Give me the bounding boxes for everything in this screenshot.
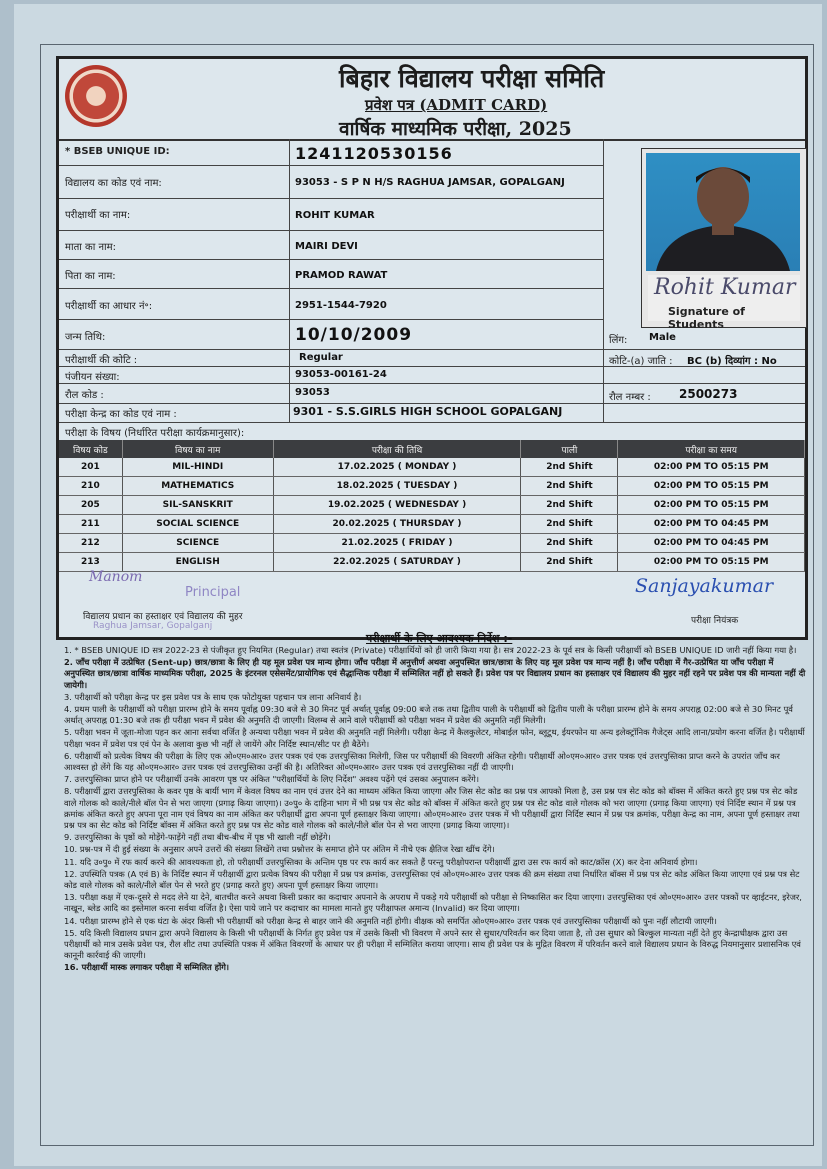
instruction-item: 4. प्रथम पाली के परीक्षार्थी को परीक्षा प्रारम्भ होने के समय पूर्वाह्न 09:30 बजे से 30 मिनट पूर्व अर्थात् पूर्वाह्न 09:00 बजे तक तथा द्वितीय पाली के परीक्षार्थी को द्वितीय पाली के परीक्षा प्रारम्भ होने के समय अपराह्न 02:00 बजे से 30 मिनट पूर्व अर्थात् अपराह्न 01:30 बजे तक ही परीक्षा भवन में प्रवेश की अनुमति दी जाएगी। विलम्ब से आने वाले परीक्षार्थी को परीक्षा भवन में प्रवेश की अनुमति नहीं मिलेगी। <box>64 704 793 726</box>
table-cell: 210 <box>59 477 122 496</box>
dob-label: जन्म तिथि: <box>65 332 106 343</box>
aadhaar-value: 2951-1544-7920 <box>295 300 387 311</box>
principal-signature-label: विद्यालय प्रधान का हस्ताक्षर एवं विद्यालय की मुहर <box>83 612 243 622</box>
table-cell: MATHEMATICS <box>122 477 273 496</box>
table-cell: 201 <box>59 458 122 477</box>
instruction-item: 8. परीक्षार्थी द्वारा उत्तरपुस्तिका के कवर पृष्ठ के बायीं भाग में केवल विषय का नाम एवं उत्तर देने का माध्यम अंकित किया जाएगा और जिस सेट कोड का प्रश्न पत्र आपको मिला है, उस प्रश्न पत्र सेट कोड को बॉक्स में अंकित करते हुए प्रश्न पत्र सेट कोड वाले गोलक को काले/नीले बॉल पेन से भरा जाएगा (प्रगाढ़ किया जाएगा)। उ०पु० के दाहिना भाग में भी प्रश्न पत्र सेट कोड को बॉक्स में अंकित करते हुए प्रश्न पत्र सेट कोड वाले गोलक को भरा जाएगा (प्रगाढ़ किया जाएगा) एवं निर्दिष्ट स्थान में प्रश्न पत्र क्रमांक अंकित करते हुए अपना पूरा नाम एवं विषय का नाम अंकित कर परीक्षार्थी द्वारा अपना पूर्ण हस्ताक्षर किया जाएगा। ओ०एम०आर० उत्तर पत्रक में भी परीक्षार्थी द्वारा निर्दिष्ट स्थान में प्रश्न पत्र क्रमांक, परीक्षा केन्द्र का नाम, अपना पूर्ण हस्ताक्षर तथा प्रश्न पत्र का सेट कोड को निर्दिष्ट बॉक्स में अंकित करते हुए प्रश्न पत्र सेट कोड वाले गोलक को काले/नीले बॉल पेन से भरा जाएगा (प्रगाढ़ किया जाएगा)। <box>64 786 800 831</box>
category-label: परीक्षार्थी की कोटि : <box>65 355 138 366</box>
gender-value: Male <box>649 332 676 343</box>
exam-name: वार्षिक माध्यमिक परीक्षा, 2025 <box>339 118 572 140</box>
candidate-name-value: ROHIT KUMAR <box>295 210 375 221</box>
table-cell: SIL-SANSKRIT <box>122 496 273 515</box>
category-value: Regular <box>299 352 343 363</box>
instruction-item: 2. जाँच परीक्षा में उत्प्रेषित (Sent-up) छात्र/छात्रा के लिए ही यह मूल प्रवेश पत्र मान्य होगा। जाँच परीक्षा में अनुत्तीर्ण अथवा अनुपस्थित छात्र/छात्रा के लिए यह मूल प्रवेश पत्र मान्य नहीं है। जाँच परीक्षा में गैर-उत्प्रेषित या जाँच परीक्षा में अनुपस्थित छात्र/छात्रा वार्षिक माध्यमिक परीक्षा, 2025 के इंटरनल एसेसमेंट/प्रायोगिक एवं सैद्धान्तिक परीक्षा में सम्मिलित नहीं हो सकते हैं। प्रवेश पत्र पर विद्यालय प्रधान का हस्ताक्षर एवं विद्यालय की मुहर नहीं रहने पर प्रवेश पत्र की मान्यता नहीं दी जायेगी। <box>64 657 806 690</box>
exam-schedule-table <box>59 440 805 572</box>
mother-name-value: MAIRI DEVI <box>295 241 358 252</box>
bseb-logo-icon <box>65 65 127 127</box>
instruction-item: 12. उपस्थिति पत्रक (A एवं B) के निर्दिष्ट स्थान में परीक्षार्थी द्वारा प्रत्येक विषय की परीक्षा में प्रश्न पत्र क्रमांक, उत्तरपुस्तिका एवं ओ०एम०आर० उत्तर पत्रक की क्रम संख्या तथा निर्धारित बॉक्स में प्रश्न पत्र सेट कोड अंकित किया जाएगा एवं प्रश्न पत्र सेट कोड वाले गोलक को काले/नीले बॉल पेन से भरते हुए (प्रगाढ़ करते हुए) अपना पूर्ण हस्ताक्षर किया जाएगा। <box>64 868 800 891</box>
table-row <box>59 515 805 534</box>
table-cell: 213 <box>59 553 122 572</box>
table-row <box>59 553 805 572</box>
table-cell: 2nd Shift <box>521 477 618 496</box>
table-cell: 02:00 PM TO 04:45 PM <box>618 515 805 534</box>
caste-value: BC (b) दिव्यांग : No <box>687 356 777 367</box>
roll-code-label: रौल कोड : <box>65 390 104 401</box>
table-cell: 20.02.2025 ( THURSDAY ) <box>273 515 521 534</box>
signature-caption: Signature of Students <box>668 305 745 331</box>
card-header <box>59 59 805 141</box>
table-cell: 212 <box>59 534 122 553</box>
instruction-item: 13. परीक्षा कक्ष में एक-दूसरे से मदद लेने या देने, बातचीत करने अथवा किसी प्रकार का कदाचार अपनाने के अपराध में पकड़े गये परीक्षार्थी को परीक्षा से निष्कासित कर दिया जाएगा। उत्तरपुस्तिका एवं ओ०एम०आर० उत्तर पत्रकों पर व्हाईटनर, इरेजर, नाखून, ब्लेड आदि का इस्तेमाल करना सर्वथा वर्जित है। ऐसा पाये जाने पर कदाचार का मामला मानते हुए परीक्षाफल अमान्य (Invalid) कर दिया जाएगा। <box>64 892 802 914</box>
instruction-item: 1. * BSEB UNIQUE ID सत्र 2022-23 से पंजीकृत हुए नियमित (Regular) तथा स्वतंत्र (Private) परीक्षार्थियों को ही जारी किया गया है। सत्र 2022-23 के पूर्व सत्र के किसी परीक्षार्थी को BSEB UNIQUE ID जारी नहीं किया गया है। <box>64 645 797 655</box>
schedule-header: परीक्षा की तिथि <box>273 440 521 458</box>
school-label: विद्यालय का कोड एवं नाम: <box>65 178 162 189</box>
instructions-list <box>64 645 806 975</box>
table-cell: 02:00 PM TO 04:45 PM <box>618 534 805 553</box>
table-cell: 211 <box>59 515 122 534</box>
schedule-header: विषय का नाम <box>122 440 273 458</box>
dob-value: 10/10/2009 <box>295 325 413 345</box>
roll-number-value: 2500273 <box>679 387 738 401</box>
unique-id-label: * BSEB UNIQUE ID: <box>65 146 170 157</box>
gender-label: लिंग: <box>609 335 628 346</box>
table-cell: 02:00 PM TO 05:15 PM <box>618 477 805 496</box>
schedule-header: विषय कोड <box>59 440 122 458</box>
table-row <box>59 496 805 515</box>
table-cell: ENGLISH <box>122 553 273 572</box>
table-row <box>59 477 805 496</box>
candidate-name-label: परीक्षार्थी का नाम: <box>65 210 131 221</box>
instructions-title: परीक्षार्थी के लिए आवश्यक निर्देश :- <box>366 632 513 645</box>
table-cell: SOCIAL SCIENCE <box>122 515 273 534</box>
principal-stamp: Principal <box>185 585 241 600</box>
candidate-photo <box>646 153 800 271</box>
board-name: बिहार विद्यालय परीक्षा समिति <box>339 64 605 93</box>
instruction-item: 5. परीक्षा भवन में जूता-मोजा पहन कर आना सर्वथा वर्जित है अन्यथा परीक्षा भवन में प्रवेश की अनुमति नहीं मिलेगी। परीक्षा केन्द्र में कैलकुलेटर, मोबाईल फोन, ब्लूटूथ, ईयरफोन या अन्य इलेक्ट्रॉनिक गैजेट्स आदि लाना/प्रयोग करना वर्जित है। परीक्षार्थी परीक्षा भवन में प्रवेश पत्र एवं पेन के अलावा कुछ भी नहीं ले जायेंगे और निर्दिष्ट स्थान/सीट पर ही बैठेंगे। <box>64 727 805 749</box>
roll-code-value: 93053 <box>295 387 330 398</box>
table-cell: 205 <box>59 496 122 515</box>
instruction-item: 9. उत्तरपुस्तिका के पृष्ठों को मोड़ेंगे-फाड़ेंगे नहीं तथा बीच-बीच में पृष्ठ भी खाली नहीं छोड़ेंगे। <box>64 832 331 843</box>
centre-label: परीक्षा केन्द्र का कोड एवं नाम : <box>65 409 177 420</box>
table-cell: 18.02.2025 ( TUESDAY ) <box>273 477 521 496</box>
table-cell: 02:00 PM TO 05:15 PM <box>618 458 805 477</box>
table-cell: 2nd Shift <box>521 515 618 534</box>
table-cell: 19.02.2025 ( WEDNESDAY ) <box>273 496 521 515</box>
table-cell: 22.02.2025 ( SATURDAY ) <box>273 553 521 572</box>
table-cell: 17.02.2025 ( MONDAY ) <box>273 458 521 477</box>
schedule-header: परीक्षा का समय <box>618 440 805 458</box>
table-cell: 2nd Shift <box>521 553 618 572</box>
registration-label: पंजीयन संख्या: <box>65 372 120 383</box>
admit-card <box>56 56 808 640</box>
school-value: 93053 - S P N H/S RAGHUA JAMSAR, GOPALGANJ <box>295 177 565 188</box>
roll-number-label: रौल नम्बर : <box>609 392 651 403</box>
registration-value: 93053-00161-24 <box>295 369 387 380</box>
instruction-item: 6. परीक्षार्थी को प्रत्येक विषय की परीक्षा के लिए एक ओ०एम०आर० उत्तर पत्रक एवं एक उत्तरपुस्तिका मिलेगी, जिस पर परीक्षार्थी की विवरणी अंकित रहेगी। परीक्षार्थी ओ०एम०आर० उत्तर पत्रक एवं उत्तरपुस्तिका प्राप्त करने के उपरांत जाँच कर आश्वस्त हो लेंगे कि यह ओ०एम०आर० उत्तर पत्रक एवं उत्तरपुस्तिका उन्हीं की है। अतिरिक्त ओ०एम०आर० उत्तर पत्रक एवं उत्तरपुस्तिका नहीं दी जाएगी। <box>64 750 780 773</box>
table-row <box>59 458 805 477</box>
instruction-item: 10. प्रश्न-पत्र में दी हुई संख्या के अनुसार अपने उत्तरों की संख्या लिखेंगे तथा प्रश्नोत्तर के समाप्त होने पर अंतिम में नीचे एक क्षैतिज रेखा खींच देंगे। <box>64 844 495 855</box>
table-cell: 21.02.2025 ( FRIDAY ) <box>273 534 521 553</box>
student-signature-box <box>648 275 800 331</box>
table-cell: 2nd Shift <box>521 534 618 553</box>
father-name-value: PRAMOD RAWAT <box>295 270 388 281</box>
subjects-label: परीक्षा के विषय (निर्धारित परीक्षा कार्यक्रमानुसार): <box>65 428 245 439</box>
instruction-item: 16. परीक्षार्थी मास्क लगाकर परीक्षा में सम्मिलित होंगे। <box>64 962 230 973</box>
controller-label: परीक्षा नियंत्रक <box>691 616 739 626</box>
instruction-item: 15. यदि किसी विद्यालय प्रधान द्वारा अपने विद्यालय के किसी भी परीक्षार्थी के निर्गत हुए प्रवेश पत्र में उसके किसी भी विवरण में अपने स्तर से सुधार/परिवर्तन कर दिया जाता है, तो उस सुधार को बिल्कुल मान्यता नहीं देते हुए केन्द्राधीक्षक द्वारा उस परीक्षार्थी को मात्र उसके प्रवेश पत्र, रौल शीट तथा उपस्थिति पत्रक में अंकित विवरणों के आधार पर ही परीक्षा में सम्मिलित कराया जाएगा। साथ ही प्रवेश पत्र के मुद्रित विवरण में परिवर्तन करने वाले विद्यालय प्रधान के विरुद्ध नियमानुसार प्रशासनिक एवं कानूनी कार्रवाई की जाएगी। <box>64 927 801 961</box>
candidate-photo-panel <box>641 148 807 331</box>
father-name-label: पिता का नाम: <box>65 271 116 282</box>
table-cell: 2nd Shift <box>521 496 618 515</box>
caste-label: कोटि-(a) जाति : <box>609 356 673 367</box>
document-type: प्रवेश पत्र (ADMIT CARD) <box>365 96 548 114</box>
instruction-item: 7. उत्तरपुस्तिका प्राप्त होने पर परीक्षार्थी उनके आवरण पृष्ठ पर अंकित "परीक्षार्थियों के लिए निर्देश" अवश्य पढ़ेंगे एवं उसका अनुपालन करेंगे। <box>64 774 479 785</box>
table-cell: SCIENCE <box>122 534 273 553</box>
instruction-item: 11. यदि उ०पु० में रफ कार्य करने की आवश्यकता हो, तो परीक्षार्थी उत्तरपुस्तिका के अन्तिम पृष्ठ पर रफ कार्य कर सकते हैं परन्तु परीक्षोपरान्त परीक्षार्थी द्वारा उस रफ कार्य को काट/क्रॉस (X) कर देना अनिवार्य होगा। <box>64 856 698 867</box>
table-cell: 02:00 PM TO 05:15 PM <box>618 496 805 515</box>
table-cell: 02:00 PM TO 05:15 PM <box>618 553 805 572</box>
aadhaar-label: परीक्षार्थी का आधार नं॰: <box>65 301 153 312</box>
centre-value: 9301 - S.S.GIRLS HIGH SCHOOL GOPALGANJ <box>293 405 563 418</box>
schedule-header: पाली <box>521 440 618 458</box>
controller-signature: Sanjayakumar <box>635 575 774 597</box>
principal-stamp-sub: Raghua Jamsar, Gopalganj <box>93 621 213 631</box>
table-row <box>59 534 805 553</box>
mother-name-label: माता का नाम: <box>65 242 116 253</box>
student-signature: Rohit Kumar <box>654 275 796 300</box>
unique-id-value: 1241120530156 <box>295 144 453 163</box>
principal-signature: Manom <box>89 569 143 585</box>
table-cell: MIL-HINDI <box>122 458 273 477</box>
instruction-item: 3. परीक्षार्थी को परीक्षा केन्द्र पर इस प्रवेश पत्र के साथ एक फोटोयुक्त पहचान पत्र लाना अनिवार्य है। <box>64 691 362 702</box>
table-cell: 2nd Shift <box>521 458 618 477</box>
instruction-item: 14. परीक्षा प्रारम्भ होने से एक घंटा के अंदर किसी भी परीक्षार्थी को परीक्षा केन्द्र से बाहर जाने की अनुमति नहीं होगी। वीक्षक को समर्पित ओ०एम०आर० उत्तर पत्रक एवं उत्तरपुस्तिका परीक्षार्थी को पुनः नहीं लौटायी जाएगी। <box>64 915 717 926</box>
